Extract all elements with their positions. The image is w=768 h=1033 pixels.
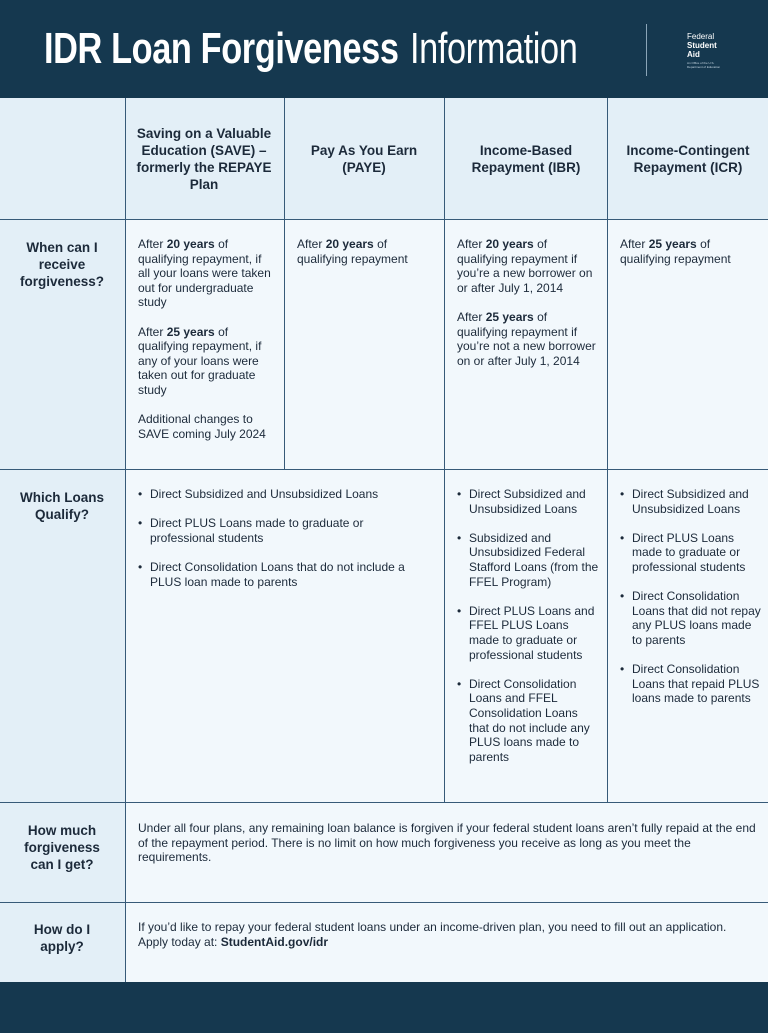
column-divider bbox=[444, 98, 445, 802]
how-much-cell: Under all four plans, any remaining loan balance is forgiven if your federal student loans aren’t fully repaid at the end of the repayment period. There is no limit on how much forgiveness you receive as long as you meet the requirements. bbox=[138, 821, 756, 865]
column-header-save: Saving on a Valuable Education (SAVE) – formerly the REPAYE Plan bbox=[136, 125, 272, 192]
list-item: • Direct Subsidized and Unsubsidized Loans bbox=[457, 487, 599, 516]
title-bold: IDR Loan Forgiveness bbox=[44, 24, 399, 73]
apply-link[interactable]: StudentAid.gov/idr bbox=[220, 934, 329, 949]
column-divider bbox=[284, 98, 285, 469]
list-item: • Direct PLUS Loans made to graduate or professional students bbox=[620, 531, 762, 575]
when-ibr-p2: After 25 years of qualifying repayment if you’re not a new borrower on or after July 1, 2014 bbox=[457, 309, 596, 368]
page-footer bbox=[0, 982, 768, 1033]
row-header-loans: Which Loans Qualify? bbox=[20, 490, 104, 522]
when-ibr-p1: After 20 years of qualifying repayment if you’re a new borrower on or after July 1, 2014 bbox=[457, 237, 593, 295]
apply-cell bbox=[138, 920, 756, 949]
apply-text: If you’d like to repay your federal student loans under an income-driven plan, you need to fill out an application. Apply today at: bbox=[138, 920, 727, 949]
list-item: • Direct PLUS Loans made to graduate or professional students bbox=[138, 516, 428, 545]
row-divider bbox=[0, 802, 768, 803]
list-item: • Direct Consolidation Loans that do not include a PLUS loan made to parents bbox=[138, 560, 428, 589]
page-title bbox=[44, 12, 625, 86]
when-icr-cell bbox=[620, 237, 760, 281]
row-divider bbox=[0, 902, 768, 903]
when-ibr-cell bbox=[457, 237, 597, 383]
loans-ibr-list bbox=[457, 487, 599, 764]
row-header-how-much: How much forgiveness can I get? bbox=[24, 823, 100, 872]
when-paye-cell bbox=[297, 237, 437, 281]
federal-student-aid-logo bbox=[687, 32, 727, 69]
column-header-paye: Pay As You Earn (PAYE) bbox=[310, 142, 418, 175]
loans-save-paye-list bbox=[138, 487, 428, 589]
when-icr-p1: After 25 years of qualifying repayment bbox=[620, 237, 731, 266]
loans-save-paye-cell bbox=[138, 487, 428, 604]
page-header bbox=[0, 0, 768, 98]
list-item: • Direct PLUS Loans and FFEL PLUS Loans made to graduate or professional students bbox=[457, 604, 599, 662]
row-header-when: When can I receive forgiveness? bbox=[19, 240, 105, 289]
logo-line4: An Office of the U.S. Department of Education bbox=[687, 61, 721, 69]
comparison-table bbox=[0, 98, 768, 982]
loans-icr-list bbox=[620, 487, 762, 706]
when-paye-p1: After 20 years of qualifying repayment bbox=[297, 237, 408, 266]
logo-divider bbox=[646, 24, 647, 76]
loans-ibr-cell bbox=[457, 487, 599, 779]
column-header-icr: Income-Contingent Repayment (ICR) bbox=[626, 142, 750, 175]
loans-icr-cell bbox=[620, 487, 762, 721]
list-item: • Direct Subsidized and Unsubsidized Loans bbox=[620, 487, 762, 516]
logo-line3: Aid bbox=[687, 50, 700, 59]
when-save-cell bbox=[138, 237, 273, 456]
row-divider bbox=[0, 219, 768, 220]
logo-line1: Federal bbox=[687, 32, 715, 41]
list-item: • Subsidized and Unsubsidized Federal Stafford Loans (from the FFEL Program) bbox=[457, 531, 599, 589]
column-header-ibr: Income-Based Repayment (IBR) bbox=[471, 142, 581, 175]
when-save-p1: After 20 years of qualifying repayment, if all your loans were taken out for undergraduate study bbox=[138, 237, 271, 310]
when-save-p3: Additional changes to SAVE coming July 2024 bbox=[138, 412, 266, 441]
logo-line2: Student bbox=[687, 41, 717, 50]
row-divider bbox=[0, 469, 768, 470]
title-light: Information bbox=[410, 24, 578, 73]
column-divider bbox=[607, 98, 608, 802]
row-header-apply: How do I apply? bbox=[33, 922, 91, 954]
list-item: • Direct Consolidation Loans that did not repay any PLUS loans made to parents bbox=[620, 589, 762, 647]
list-item: • Direct Consolidation Loans and FFEL Consolidation Loans that do not include any PLUS loans made to parents bbox=[457, 677, 599, 765]
when-save-p2: After 25 years of qualifying repayment, if any of your loans were taken out for graduate study bbox=[138, 324, 262, 397]
list-item: • Direct Consolidation Loans that repaid PLUS loans made to parents bbox=[620, 662, 762, 706]
list-item: • Direct Subsidized and Unsubsidized Loans bbox=[138, 487, 428, 502]
column-divider bbox=[125, 98, 126, 982]
